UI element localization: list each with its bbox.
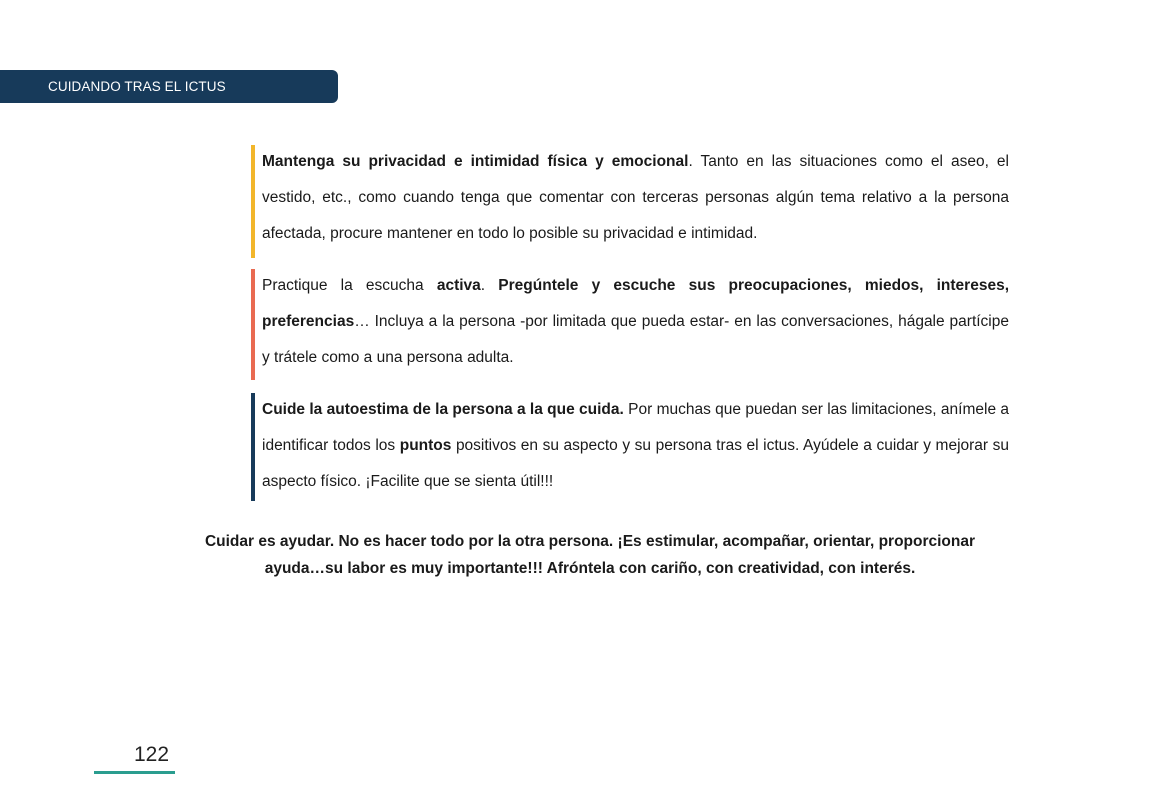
closing-statement <box>140 528 1040 582</box>
tip-block-self-esteem <box>251 393 1009 501</box>
closing-line-2: ayuda…su labor es muy importante!!! Afróntela con cariño, con creatividad, con interés. <box>264 560 916 577</box>
section-header-title: CUIDANDO TRAS EL ICTUS <box>48 79 226 94</box>
tip-block-active-listening <box>251 269 1009 380</box>
section-header-bar <box>0 70 338 103</box>
tip-paragraph: Cuide la autoestima de la persona a la que cuida. Por muchas que puedan ser las limitaciones, anímele a identificar todos los puntos positivos en su aspecto y su persona tras el ictus. Ayúdele a cuidar y mejorar su aspecto físico. ¡Facilite que se sienta útil!!! <box>262 401 1009 490</box>
tip-heading: Cuide la autoestima de la persona a la que cuida. <box>262 401 624 418</box>
tip-paragraph: Practique la escucha activa. Pregúntele y escuche sus preocupaciones, miedos, intereses, preferencias… Incluya a la persona -por limitada que pueda estar- en las conversaciones, hágale partícipe y trátele como a una persona adulta. <box>262 277 1009 366</box>
tip-heading: Mantenga su privacidad e intimidad física y emocional <box>262 153 689 170</box>
tip-paragraph: Mantenga su privacidad e intimidad física y emocional. Tanto en las situaciones como el aseo, el vestido, etc., como cuando tenga que comentar con terceras personas algún tema relativo a la persona afectada, procure mantener en todo lo posible su privacidad e intimidad. <box>262 153 1009 242</box>
page-number-underline <box>94 771 175 774</box>
tip-block-privacy <box>251 145 1009 258</box>
closing-line-1: Cuidar es ayudar. No es hacer todo por la otra persona. ¡Es estimular, acompañar, orientar, proporcionar <box>204 533 976 550</box>
page-number: 122 <box>134 743 170 766</box>
